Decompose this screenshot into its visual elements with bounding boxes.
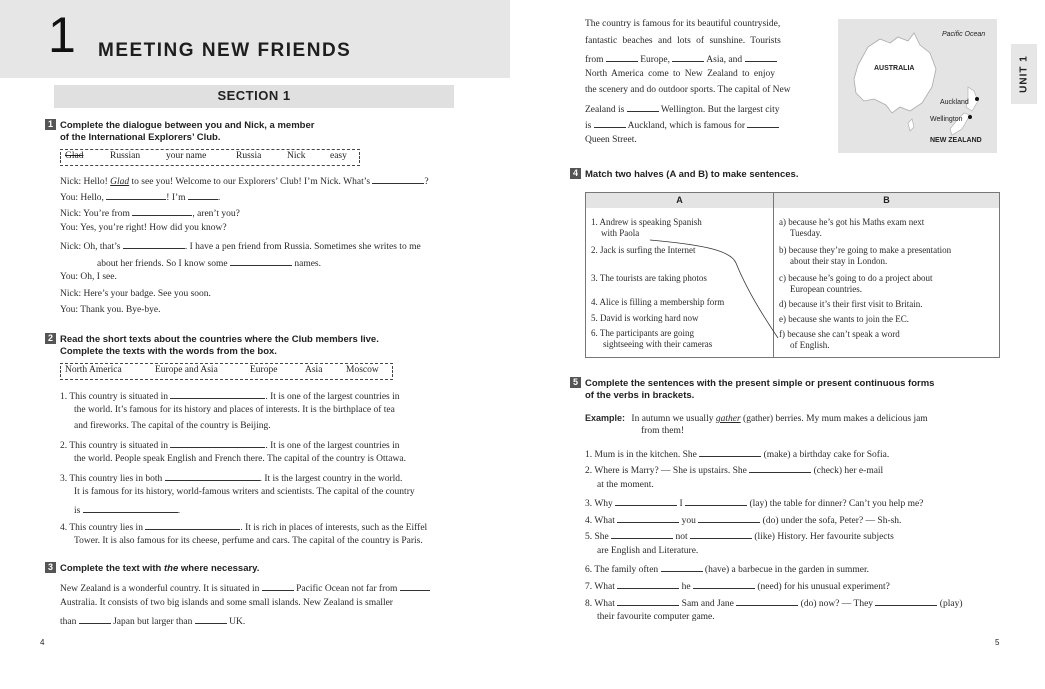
answer-blank[interactable] [230,256,292,266]
dialogue-line: You: Yes, you’re right! How did you know? [60,223,227,233]
answer-blank[interactable] [747,118,779,128]
answer-blank[interactable] [79,614,111,624]
sentence-line: 6. The family often (have) a barbecue in the garden in summer. [585,562,869,575]
table-row-a[interactable]: 6. The participants are going sightseeing with their cameras [591,328,713,349]
text-line: The country is famous for its beautiful countryside, [585,19,781,29]
task5-heading [570,377,934,402]
map-label-country: AUSTRALIA [874,65,915,72]
word-item: Europe [250,365,278,375]
sentence-line: 4. What you (do) under the sofa, Peter? — Sh-sh. [585,513,901,526]
sentence-line: 3. Why I (lay) the table for dinner? Can’t you help me? [585,496,923,509]
text-line: from Europe, Asia, and [585,52,777,65]
answer-blank[interactable] [106,190,166,200]
matching-table [585,192,1000,358]
task2-instruction-2: Complete the texts with the words from the box. [60,346,277,357]
sentence-line: 8. What Sam and Jane (do) now? — They (play) [585,596,962,609]
task1-instruction-2: of the International Explorers’ Club. [60,132,221,143]
dialogue-line: You: Hello, ! I’m . [60,190,220,203]
text-line: is . [74,503,180,516]
answer-blank[interactable] [736,596,798,606]
answer-blank[interactable] [749,463,811,473]
page-number-right: 5 [995,638,1000,647]
example-answer: Glad [110,177,130,187]
text-line: Tower. It is also famous for its cheese, perfume and cars. The capital of the country is Paris. [74,536,423,546]
answer-blank[interactable] [132,206,192,216]
answer-blank[interactable] [617,513,679,523]
text-line: Australia. It consists of two big islands and some small islands. New Zealand is smaller [60,598,393,608]
answer-blank[interactable] [617,579,679,589]
task3-number: 3 [45,562,56,573]
table-row-b[interactable]: e) because she wants to join the EC. [779,314,909,324]
dialogue-line: Nick: Hello! Glad to see you! Welcome to our Explorers’ Club! I’m Nick. What’s ? [60,174,429,187]
unit-side-tab-label: UNIT 1 [1018,55,1030,93]
task2-word-box [60,363,393,380]
table-row-a[interactable]: 1. Andrew is speaking Spanish with Paola [591,217,702,238]
column-a-header: A [586,193,774,208]
answer-blank[interactable] [661,562,703,572]
text-line: 3. This country lies in both . It is the largest country in the world. [60,471,402,484]
answer-blank[interactable] [615,496,677,506]
table-row-b[interactable]: d) because it’s their first visit to Britain. [779,299,923,309]
text-line: the world. It’s famous for its history and places of interests. It is the birthplace of tea [74,405,395,415]
dialogue-line: about her friends. So I know some names. [97,256,321,269]
sentence-line: at the moment. [597,480,654,490]
answer-blank[interactable] [170,389,265,399]
word-item: Nick [287,151,306,161]
answer-blank[interactable] [188,190,218,200]
task1-heading [45,119,314,144]
unit-number: 1 [48,7,76,63]
answer-blank[interactable] [606,52,638,62]
text-line: and fireworks. The capital of the country is Beijing. [74,421,271,431]
sentence-line: 2. Where is Marry? — She is upstairs. She (check) her e-mail [585,463,883,476]
text-line: 1. This country is situated in . It is one of the largest countries in [60,389,400,402]
unit-side-tab [1011,44,1037,104]
word-item: your name [166,151,207,161]
text-line: Zealand is Wellington. But the largest city [585,102,780,115]
word-item: easy [330,151,347,161]
map-graphic [838,19,997,153]
text-line: the world. People speak English and French there. The capital of the country is Ottawa. [74,454,406,464]
answer-blank[interactable] [698,513,760,523]
map-australia-new-zealand [838,19,997,153]
answer-blank[interactable] [165,471,260,481]
example-line: Example: In autumn we usually gather (gather) berries. My mum makes a delicious jam [585,413,928,424]
sentence-line: are English and Literature. [597,546,699,556]
sentence-line: 1. Mum is in the kitchen. She (make) a birthday cake for Sofia. [585,447,889,460]
answer-blank[interactable] [690,529,752,539]
answer-blank[interactable] [875,596,937,606]
sentence-line: 5. She not (like) History. Her favourite subjects [585,529,894,542]
answer-blank[interactable] [372,174,424,184]
table-row-a[interactable]: 2. Jack is surfing the Internet [591,245,696,255]
task1-instruction-1: Complete the dialogue between you and Nick, a member [60,120,315,131]
answer-blank[interactable] [699,447,761,457]
table-row-b[interactable]: f) because she can’t speak a word of English. [779,329,900,350]
table-row-b[interactable]: a) because he’s got his Maths exam next Tuesday. [779,217,925,238]
task5-number: 5 [570,377,581,388]
word-item: Moscow [346,365,379,375]
chapter-header-band [0,0,510,78]
task3-heading: 3 Complete the text with the where necessary. [45,562,259,575]
column-b-header: B [774,193,999,208]
answer-blank[interactable] [672,52,704,62]
unit-title: MEETING NEW FRIENDS [98,40,352,61]
word-item: North America [65,365,122,375]
task4-number: 4 [570,168,581,179]
task1-number: 1 [45,119,56,130]
page-number-left: 4 [40,638,45,647]
task2-instruction-1: Read the short texts about the countries where the Club members live. [60,334,379,345]
dialogue-line: Nick: Here’s your badge. See you soon. [60,289,211,299]
answer-blank[interactable] [195,614,227,624]
map-label-city: Auckland [940,99,969,106]
table-row-a[interactable]: 4. Alice is filling a membership form [591,297,725,307]
answer-blank[interactable] [693,579,755,589]
table-row-a[interactable]: 3. The tourists are taking photos [591,273,707,283]
answer-blank[interactable] [745,52,777,62]
answer-blank[interactable] [685,496,747,506]
task1-word-box [60,149,360,166]
answer-blank[interactable] [594,118,626,128]
answer-blank[interactable] [611,529,673,539]
task5-instruction-2: of the verbs in brackets. [585,390,695,401]
answer-blank[interactable] [170,438,265,448]
word-item: Europe and Asia [155,365,218,375]
answer-blank[interactable] [145,520,240,530]
text-line: the scenery and do outdoor sports. The capital of New [585,85,791,95]
table-row-a[interactable]: 5. David is working hard now [591,313,699,323]
word-item: Russian [110,151,141,161]
text-line: 4. This country lies in . It is rich in places of interests, such as the Eiffel [60,520,427,533]
task4-instruction: Match two halves (A and B) to make sentences. [585,169,799,180]
text-line: It is famous for its history, world-famous writers and scientists. The capital of the country [74,487,415,497]
sentence-line: their favourite computer game. [597,612,715,622]
task2-heading [45,333,379,358]
word-item: Glad [65,151,84,161]
dialogue-line: Nick: Oh, that’s . I have a pen friend from Russia. Sometimes she writes to me [60,239,421,252]
answer-blank[interactable] [262,581,294,591]
task5-instruction-1: Complete the sentences with the present simple or present continuous forms [585,378,935,389]
text-line: New Zealand is a wonderful country. It is situated in Pacific Ocean not far from [60,581,430,594]
text-line: is Auckland, which is famous for [585,118,779,131]
answer-blank[interactable] [83,503,178,513]
answer-blank[interactable] [123,239,185,249]
task4-heading [570,168,798,181]
answer-blank[interactable] [400,581,430,591]
example-line: from them! [641,426,685,436]
text-line: Queen Street. [585,135,637,145]
word-item: Asia [305,365,323,375]
text-line: than Japan but larger than UK. [60,614,245,627]
text-line: fantastic beaches and lots of sunshine. Tourists [585,36,781,46]
section-bar [54,85,454,108]
dialogue-line: Nick: You’re from , aren’t you? [60,206,240,219]
sentence-line: 7. What he (need) for his unusual experiment? [585,579,890,592]
map-label-nz: NEW ZEALAND [930,137,982,144]
text-line: North America come to New Zealand to enjoy [585,69,775,79]
text-line: 2. This country is situated in . It is one of the largest countries in [60,438,400,451]
map-label-ocean: Pacific Ocean [942,31,986,38]
table-row-b[interactable]: c) because he’s going to do a project about European countries. [779,273,933,294]
word-item: Russia [236,151,262,161]
dialogue-line: You: Thank you. Bye-bye. [60,305,161,315]
answer-blank[interactable] [627,102,659,112]
answer-blank[interactable] [617,596,679,606]
map-label-city: Wellington [930,116,963,123]
section-title: SECTION 1 [217,88,291,103]
table-row-b[interactable]: b) because they’re going to make a presentation about their stay in London. [779,245,952,266]
dialogue-line: You: Oh, I see. [60,272,117,282]
task2-number: 2 [45,333,56,344]
